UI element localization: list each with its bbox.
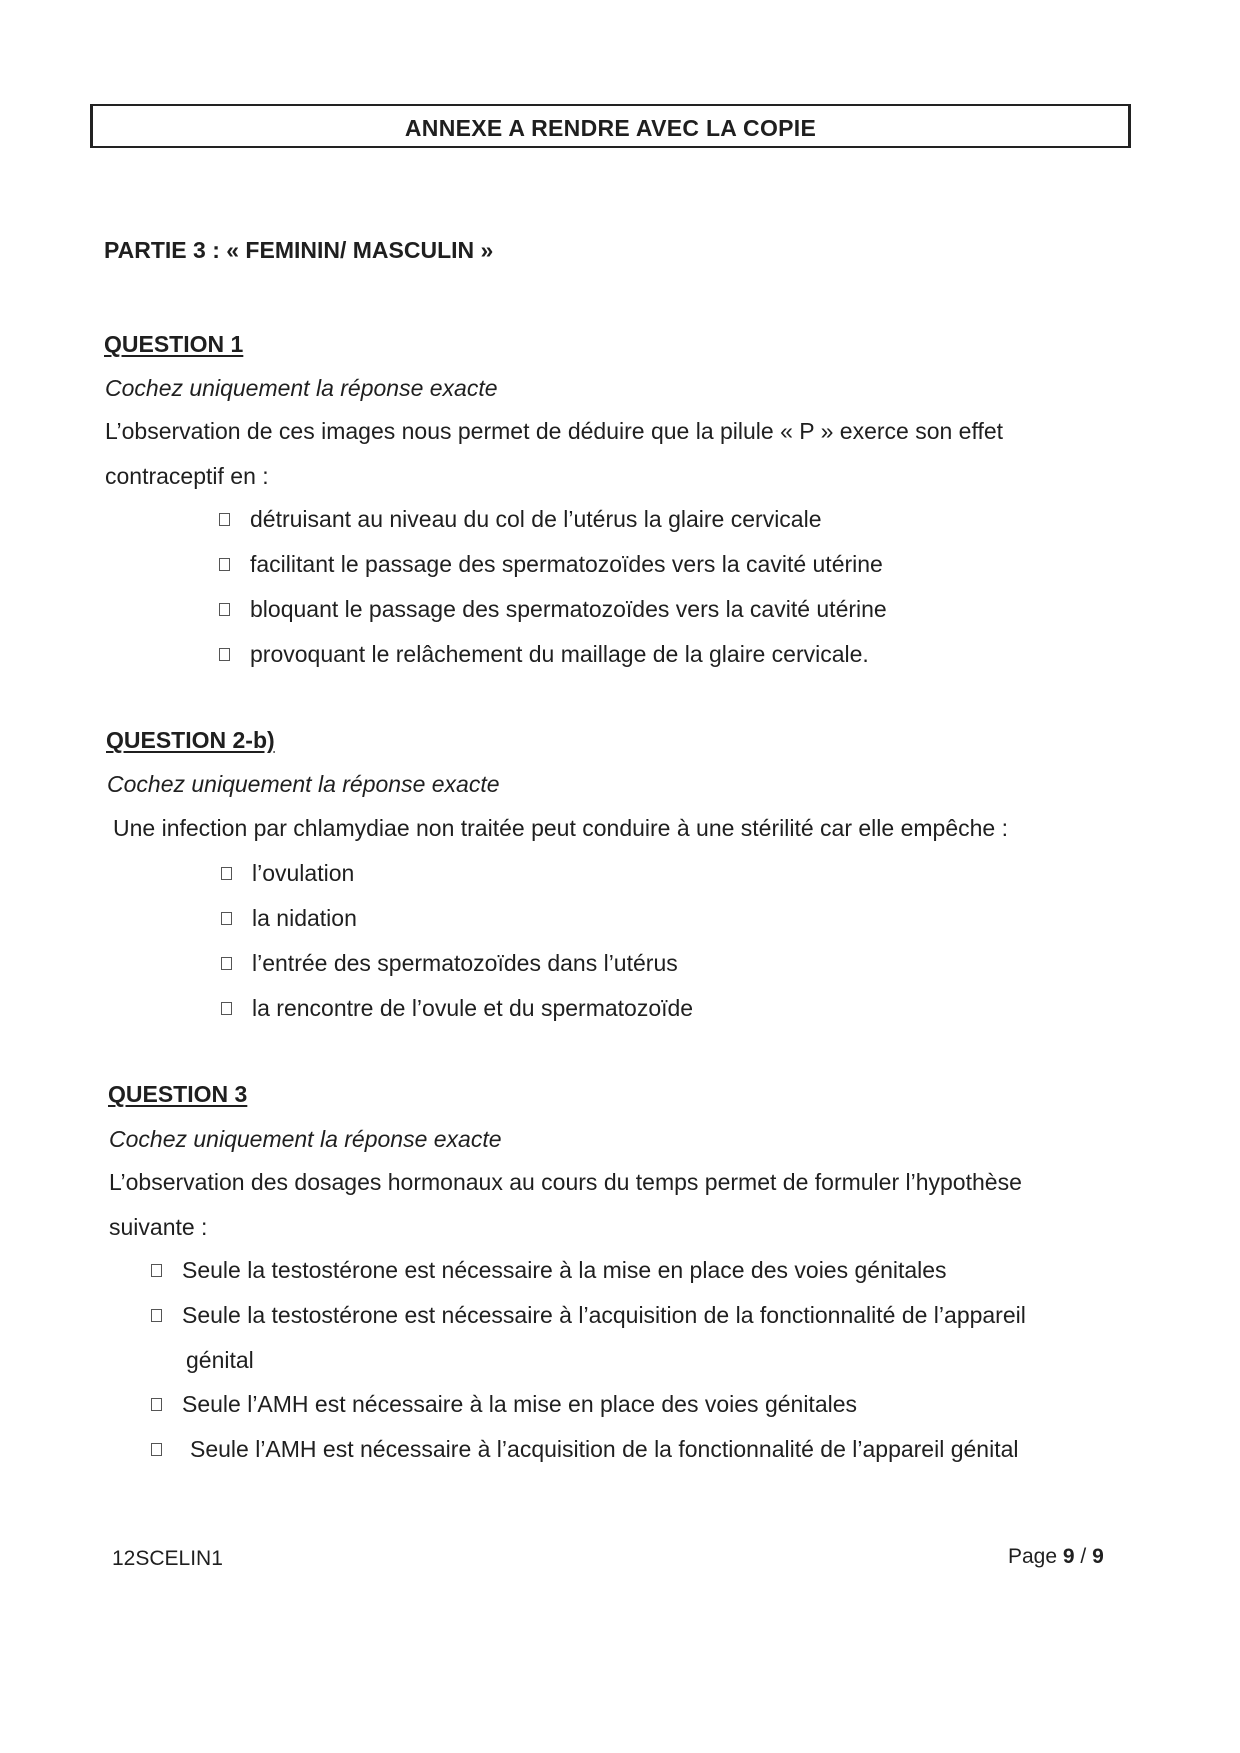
question-3-option-2[interactable] (151, 1302, 1026, 1329)
option-label: bloquant le passage des spermatozoïdes vers la cavité utérine (250, 596, 887, 622)
checkbox[interactable] (221, 867, 232, 880)
footer-document-code: 12SCELIN1 (112, 1547, 223, 1570)
option-label: Seule l’AMH est nécessaire à la mise en place des voies génitales (182, 1391, 858, 1417)
question-2b-title: QUESTION 2-b) (106, 727, 275, 753)
option-label: l’entrée des spermatozoïdes dans l’utérus (252, 950, 678, 976)
option-label: provoquant le relâchement du maillage de la glaire cervicale. (250, 641, 869, 667)
question-1-title: QUESTION 1 (104, 331, 244, 357)
question-2b-option-4[interactable] (221, 995, 693, 1022)
page-total: 9 (1092, 1545, 1104, 1568)
question-1-option-4[interactable] (219, 641, 869, 668)
question-1-stem-line2: contraceptif en : (105, 463, 269, 489)
option-label: la nidation (252, 905, 357, 931)
option-label: Seule l’AMH est nécessaire à l’acquisition de la fonctionnalité de l’appareil génital (190, 1436, 1019, 1462)
question-3-stem-line2: suivante : (109, 1214, 208, 1240)
question-1-stem-line1: L’observation de ces images nous permet de déduire que la pilule « P » exerce son effet (105, 418, 1004, 444)
question-3-option-2-continuation: génital (186, 1347, 254, 1373)
page-label: Page (1008, 1545, 1058, 1568)
question-1-option-3[interactable] (219, 596, 887, 623)
question-2b-option-1[interactable] (221, 860, 354, 887)
part-title: PARTIE 3 : « FEMININ/ MASCULIN » (104, 237, 494, 263)
option-label: la rencontre de l’ovule et du spermatozoïde (252, 995, 694, 1021)
question-3-option-3[interactable] (151, 1391, 857, 1418)
option-label: l’ovulation (252, 860, 355, 886)
question-3-option-4[interactable] (151, 1436, 1018, 1463)
checkbox[interactable] (221, 1002, 232, 1015)
checkbox[interactable] (151, 1398, 162, 1411)
question-3-option-1[interactable] (151, 1257, 947, 1284)
checkbox[interactable] (151, 1264, 162, 1277)
question-2b-instruction: Cochez uniquement la réponse exacte (107, 771, 500, 797)
annex-header-box (90, 104, 1131, 148)
question-1-option-1[interactable] (219, 506, 822, 533)
checkbox[interactable] (219, 513, 230, 526)
question-2b-stem: Une infection par chlamydiae non traitée peut conduire à une stérilité car elle empêche : (113, 815, 1008, 841)
question-1-instruction: Cochez uniquement la réponse exacte (105, 375, 498, 401)
option-label: détruisant au niveau du col de l’utérus la glaire cervicale (250, 506, 822, 532)
question-3-title: QUESTION 3 (108, 1081, 248, 1107)
page-separator: / (1080, 1545, 1087, 1568)
footer-page-number (1008, 1545, 1104, 1569)
checkbox[interactable] (221, 912, 232, 925)
checkbox[interactable] (151, 1309, 162, 1322)
question-1-option-2[interactable] (219, 551, 883, 578)
question-3-stem-line1: L’observation des dosages hormonaux au cours du temps permet de formuler l’hypothèse (109, 1169, 1022, 1195)
checkbox[interactable] (219, 648, 230, 661)
option-label: Seule la testostérone est nécessaire à la mise en place des voies génitales (182, 1257, 947, 1283)
question-2b-option-2[interactable] (221, 905, 357, 932)
question-2b-option-3[interactable] (221, 950, 678, 977)
checkbox[interactable] (219, 558, 230, 571)
checkbox[interactable] (219, 603, 230, 616)
checkbox[interactable] (151, 1443, 162, 1456)
question-3-instruction: Cochez uniquement la réponse exacte (109, 1126, 502, 1152)
page-current: 9 (1062, 1545, 1075, 1568)
checkbox[interactable] (221, 957, 232, 970)
option-label: Seule la testostérone est nécessaire à l’acquisition de la fonctionnalité de l’appareil (182, 1302, 1026, 1328)
option-label: facilitant le passage des spermatozoïdes vers la cavité utérine (250, 551, 883, 577)
annex-header-title: ANNEXE A RENDRE AVEC LA COPIE (404, 115, 817, 141)
